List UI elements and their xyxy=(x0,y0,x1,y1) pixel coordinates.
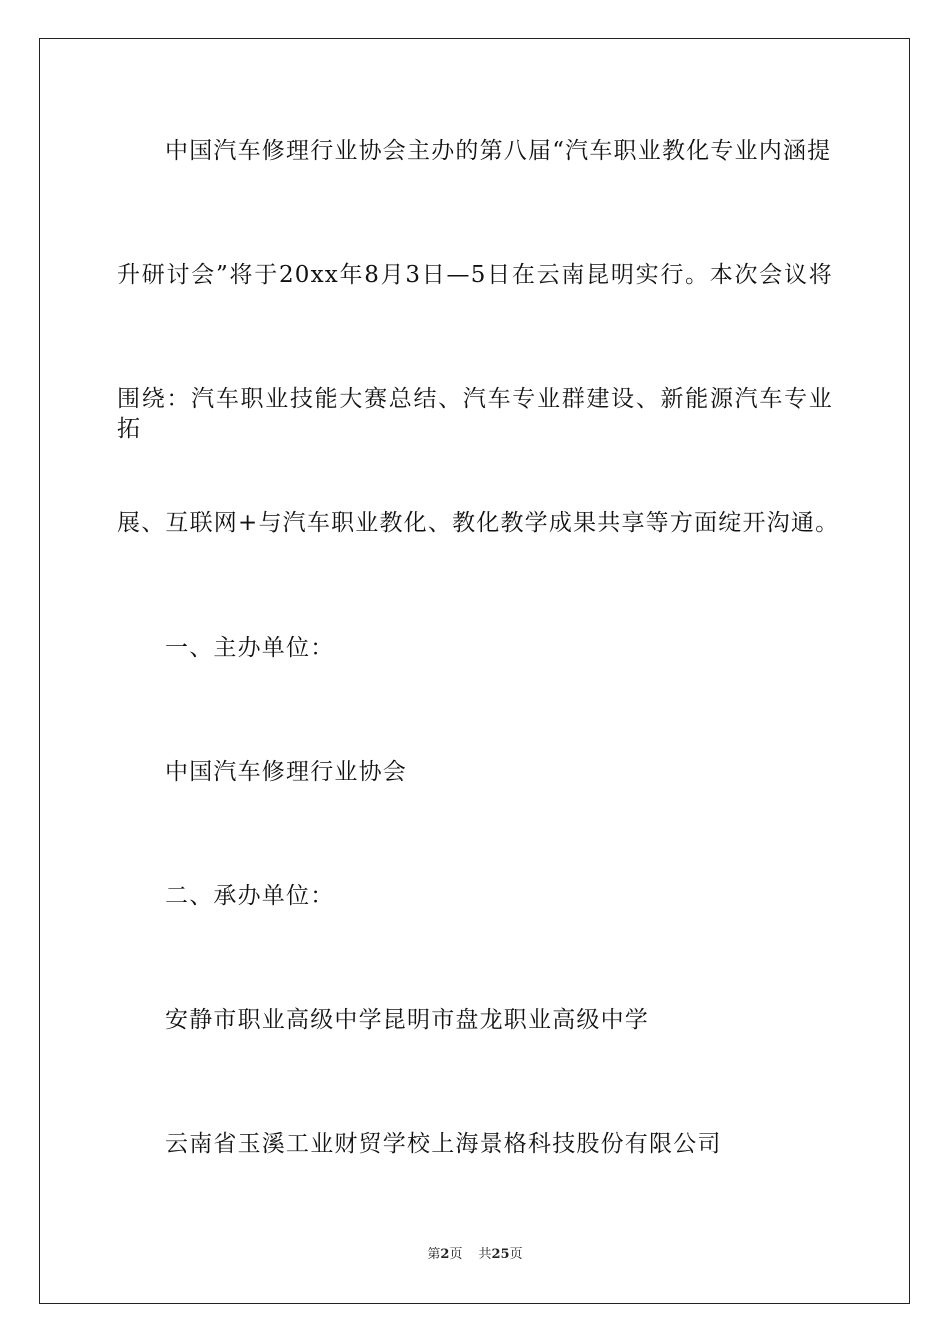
footer-total-pages: 25 xyxy=(491,1247,510,1262)
page-border xyxy=(39,38,910,1304)
organizer-name: 中国汽车修理行业协会 xyxy=(165,759,407,785)
paragraph-line-2: 升研讨会”将于20xx年8月3日—5日在云南昆明实行。本次会议将 xyxy=(117,262,833,288)
section-heading-organizer: 一、主办单位： xyxy=(165,635,335,661)
footer-prefix: 第 xyxy=(427,1247,441,1262)
co-organizer-line-2: 云南省玉溪工业财贸学校上海景格科技股份有限公司 xyxy=(165,1131,722,1157)
section-heading-co-organizer: 二、承办单位： xyxy=(165,883,335,909)
footer-total-suffix: 页 xyxy=(509,1247,523,1262)
footer-page-suffix: 页 xyxy=(449,1247,463,1262)
paragraph-line-4: 展、互联网+与汽车职业教化、教化教学成果共享等方面绽开沟通。 xyxy=(117,510,840,536)
paragraph-line-1: 中国汽车修理行业协会主办的第八届“汽车职业教化专业内涵提 xyxy=(165,138,832,164)
footer-total-prefix: 共 xyxy=(478,1247,492,1262)
paragraph-line-3: 围绕：汽车职业技能大赛总结、汽车专业群建设、新能源汽车专业拓 xyxy=(117,386,833,442)
page-footer xyxy=(0,1246,950,1264)
footer-page-number: 2 xyxy=(440,1247,450,1262)
co-organizer-line-1: 安静市职业高级中学昆明市盘龙职业高级中学 xyxy=(165,1007,649,1033)
